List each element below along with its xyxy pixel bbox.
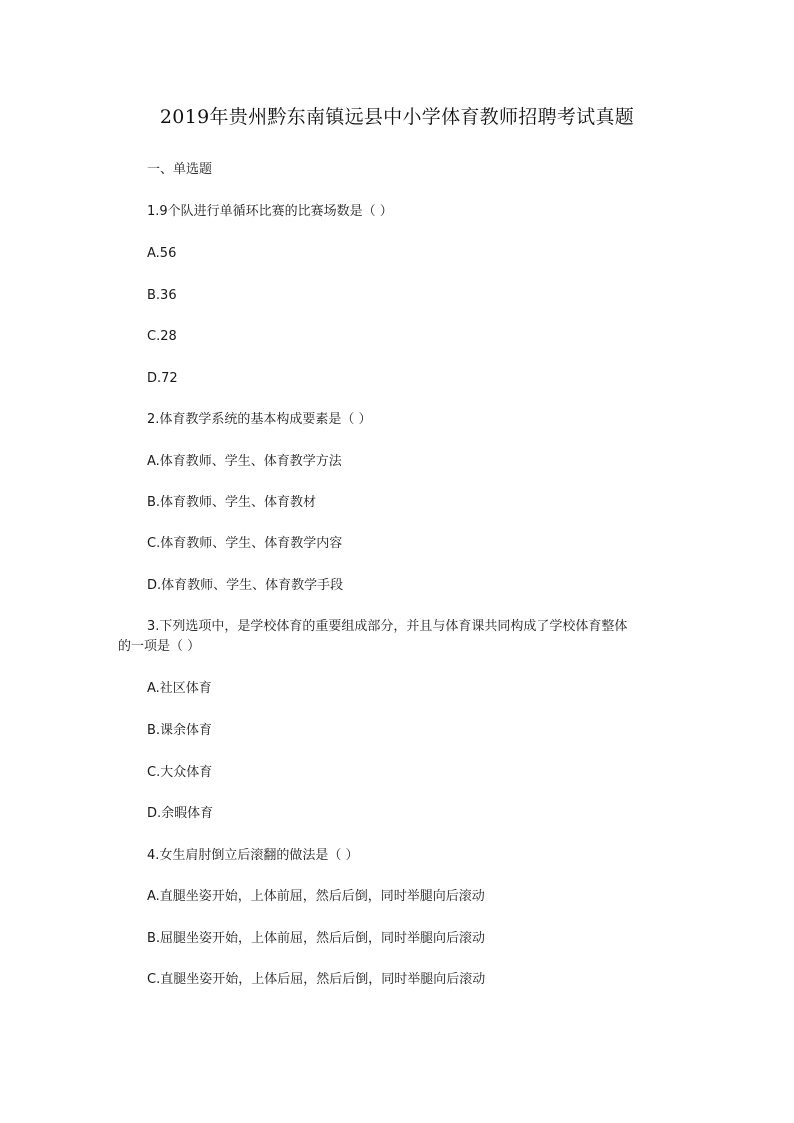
question-4-option-c: C.直腿坐姿开始，上体后屈，然后后倒，同时举腿向后滚动 xyxy=(147,972,486,987)
question-2-option-d: D.体育教师、学生、体育教学手段 xyxy=(147,578,344,593)
question-3-option-c: C.大众体育 xyxy=(147,765,213,780)
section-heading: 一、单选题 xyxy=(147,162,213,177)
question-3-option-a: A.社区体育 xyxy=(147,681,212,696)
question-1-option-a: A.56 xyxy=(147,246,177,261)
question-2-option-c: C.体育教师、学生、体育教学内容 xyxy=(147,536,343,551)
question-4-option-b: B.屈腿坐姿开始，上体前屈，然后后倒，同时举腿向后滚动 xyxy=(147,931,486,946)
question-3-stem: 3.下列选项中，是学校体育的重要组成部分，并且与体育课共同构成了学校体育整体 xyxy=(147,619,628,634)
question-2-option-a: A.体育教师、学生、体育教学方法 xyxy=(147,454,342,469)
question-2-option-b: B.体育教师、学生、体育教材 xyxy=(147,495,317,510)
question-4-stem: 4.女生肩肘倒立后滚翻的做法是（ ） xyxy=(147,848,359,863)
question-3-stem-continued: 的一项是（ ） xyxy=(118,639,201,654)
document-title: 2019年贵州黔东南镇远县中小学体育教师招聘考试真题 xyxy=(159,106,635,128)
question-1-option-c: C.28 xyxy=(147,329,177,344)
question-1-option-d: D.72 xyxy=(147,371,178,386)
question-2-stem: 2.体育教学系统的基本构成要素是（ ） xyxy=(147,412,372,427)
question-3-option-d: D.余暇体育 xyxy=(147,806,214,821)
question-3-option-b: B.课余体育 xyxy=(147,723,213,738)
question-4-option-a: A.直腿坐姿开始，上体前屈，然后后倒，同时举腿向后滚动 xyxy=(147,889,485,904)
question-1-stem: 1.9个队进行单循环比赛的比赛场数是（ ） xyxy=(147,204,393,219)
question-1-option-b: B.36 xyxy=(147,288,177,303)
